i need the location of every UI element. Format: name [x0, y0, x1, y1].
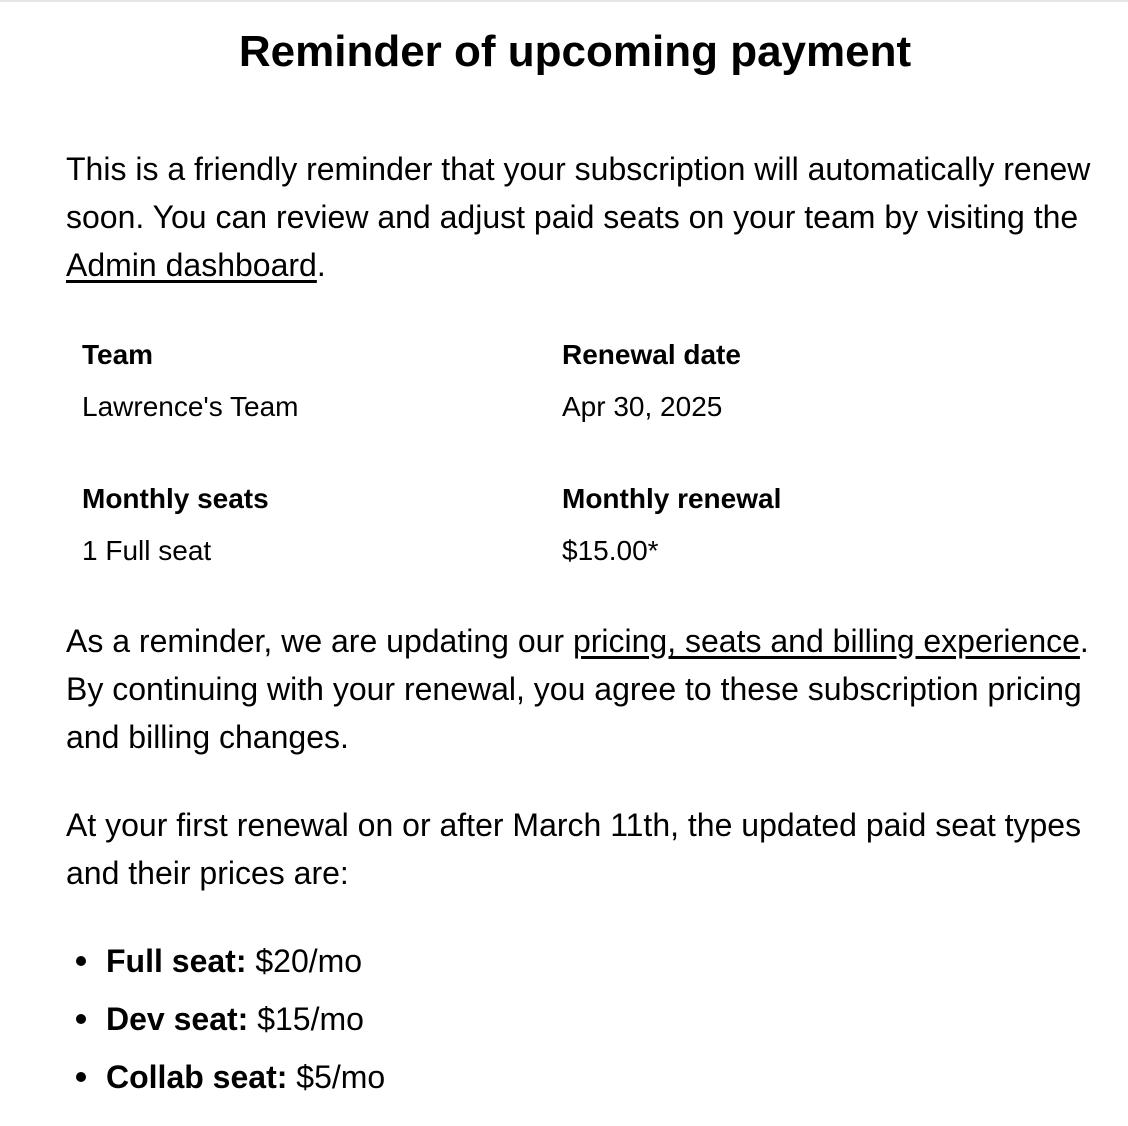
admin-dashboard-link[interactable]: Admin dashboard: [66, 247, 317, 283]
details-row-seats: [82, 480, 1042, 624]
intro-paragraph: [66, 145, 1096, 289]
intro-text: This is a friendly reminder that your subscription will automatically renew soon. You can review and adjust paid seats on your team by visiting the: [66, 151, 1091, 235]
team-label: Team: [82, 339, 154, 370]
seat-name: Full seat:: [106, 943, 247, 979]
monthly-renewal-label: Monthly renewal: [562, 483, 782, 514]
details-row-team: [82, 336, 1042, 480]
seat-price: $20/mo: [246, 943, 363, 979]
seat-types-list: [66, 937, 385, 1111]
team-cell: [82, 336, 562, 480]
renewal-date-value: Apr 30, 2025: [562, 391, 723, 422]
list-item: [66, 995, 385, 1053]
renewal-date-cell: [562, 336, 1042, 480]
pricing-note-text: As a reminder, we are updating our: [66, 623, 573, 659]
monthly-renewal-value: $15.00*: [562, 535, 659, 566]
bullet-icon: [76, 956, 86, 966]
bullet-icon: [76, 1072, 86, 1082]
pricing-note-paragraph: [66, 617, 1096, 761]
seat-name: Collab seat:: [106, 1059, 288, 1095]
pricing-note-text-end: . By continuing with your renewal, you agree to these subscription pricing and billing changes.: [66, 623, 1089, 755]
intro-text-end: .: [316, 247, 326, 283]
seat-price: $5/mo: [287, 1059, 386, 1095]
list-item: [66, 937, 385, 995]
seat-name: Dev seat:: [106, 1001, 249, 1037]
monthly-seats-value: 1 Full seat: [82, 535, 212, 566]
renewal-date-label: Renewal date: [562, 339, 741, 370]
pricing-seats-billing-link[interactable]: pricing, seats and billing experience: [572, 623, 1080, 659]
list-item: [66, 1053, 385, 1111]
bullet-icon: [76, 1014, 86, 1024]
seat-price: $15/mo: [248, 1001, 364, 1037]
subscription-details: [82, 336, 1042, 624]
monthly-renewal-cell: [562, 480, 1042, 624]
page-title: Reminder of upcoming payment: [238, 27, 912, 76]
monthly-seats-cell: [82, 480, 562, 624]
monthly-seats-label: Monthly seats: [82, 483, 269, 514]
team-value: Lawrence's Team: [82, 391, 299, 422]
renewal-note-paragraph: At your first renewal on or after March 11th, the updated paid seat types and their prices are:: [66, 807, 1082, 891]
